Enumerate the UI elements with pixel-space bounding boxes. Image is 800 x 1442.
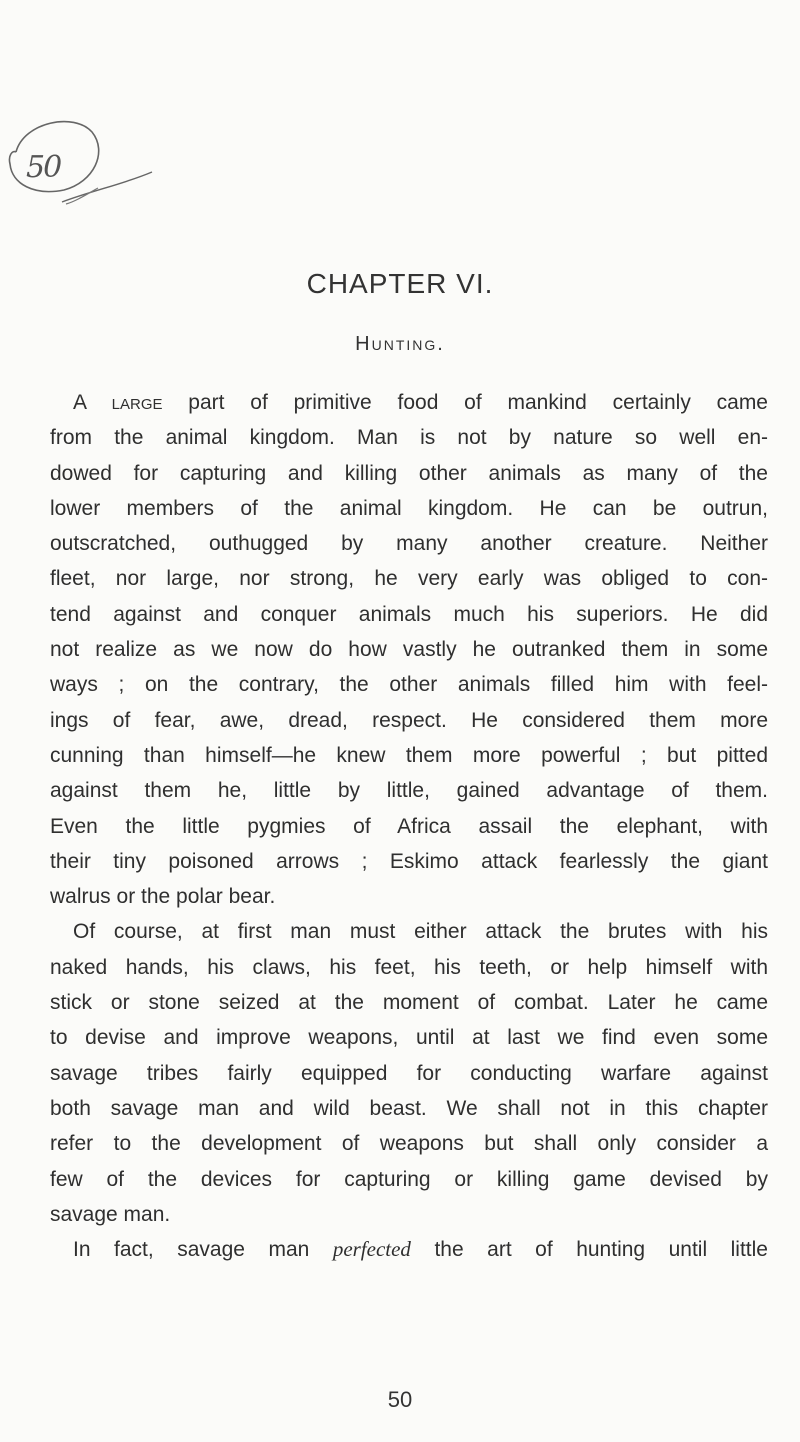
text-line: ings of fear, awe, dread, respect. He considered them more [50,708,768,732]
text-line: cunning than himself—he knew them more powerful ; but pitted [50,743,768,767]
drop-lead: A [73,391,112,414]
text-line: both savage man and wild beast. We shall not in this chapter [50,1096,768,1120]
library-stamp [4,112,154,222]
text-line: outscratched, outhugged by many another creature. Neither [50,532,768,556]
text-line [50,385,768,420]
text-line: stick or stone seized at the moment of combat. Later he came [50,991,768,1015]
text-line: Of course, at first man must either attack the brutes with his [73,920,768,944]
text-line: from the animal kingdom. Man is not by nature so well en- [50,426,768,450]
line-part: the art of hunting until little [410,1238,768,1262]
text-line: tend against and conquer animals much his superiors. He did [50,602,768,626]
lead-small-caps: large [111,391,163,414]
emphasis-word: perfected [332,1237,411,1262]
text-line: ways ; on the contrary, the other animals filled him with feel- [50,673,768,697]
text-line: walrus or the polar bear. [50,885,276,909]
text-line: against them he, little by little, gained advantage of them. [50,779,768,803]
text-line: refer to the development of weapons but shall only consider a [50,1132,768,1156]
body-text [50,385,768,1267]
text-line: their tiny poisoned arrows ; Eskimo attack fearlessly the giant [50,849,768,873]
text-line: fleet, nor large, nor strong, he very early was obliged to con- [50,567,768,591]
page-number: 50 [387,1387,413,1412]
text-line: to devise and improve weapons, until at last we find even some [50,1026,768,1050]
text-line: savage tribes fairly equipped for conducting warfare against [50,1061,768,1085]
text-line [50,1232,768,1267]
text-line: lower members of the animal kingdom. He can be outrun, [50,496,768,520]
text-line: not realize as we now do how vastly he outranked them in some [50,638,768,662]
text-line: naked hands, his claws, his feet, his teeth, or help himself with [50,955,768,979]
chapter-subtitle: Hunting. [355,333,445,355]
line-part: In fact, savage man [73,1238,333,1262]
line-remainder: part of primitive food of mankind certainly came [162,391,768,414]
text-line: few of the devices for capturing or killing game devised by [50,1167,768,1191]
text-line: savage man. [50,1202,171,1226]
chapter-title: CHAPTER VI. [306,268,494,299]
stamp-text: 50 [26,150,61,185]
text-line: dowed for capturing and killing other animals as many of the [50,461,768,485]
text-line: Even the little pygmies of Africa assail the elephant, with [50,814,768,838]
